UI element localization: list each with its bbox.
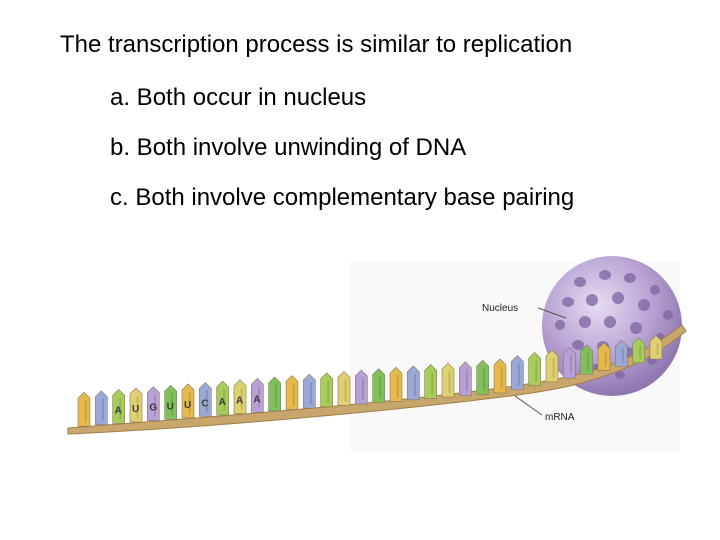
- nucleotide-shade: [414, 374, 416, 396]
- nucleotide-shade: [362, 378, 364, 400]
- base-letter: G: [149, 402, 158, 414]
- nucleotide-shade: [535, 360, 537, 381]
- nucleus: [542, 256, 682, 396]
- bullet-b: b. Both involve unwinding of DNA: [110, 134, 467, 161]
- nucleotide: [355, 370, 367, 404]
- base-letter: U: [184, 399, 192, 411]
- nucleotide: [615, 340, 627, 366]
- nucleotide-shade: [518, 364, 520, 386]
- bullet-c: c. Both involve complementary base pairing: [110, 184, 575, 211]
- nucleotide-shade: [501, 367, 503, 389]
- base-letter: A: [236, 395, 244, 407]
- nucleotide-shade: [622, 348, 624, 362]
- nucleotide: [321, 373, 333, 407]
- nucleotide-shade: [275, 385, 277, 407]
- nucleotide: [546, 350, 558, 382]
- nucleotide-shade: [605, 351, 607, 367]
- nucleotide-shade: [639, 346, 641, 359]
- base-letter: C: [201, 398, 209, 410]
- nucleotide: [338, 371, 350, 405]
- nucleotide-shade: [327, 381, 329, 403]
- nucleotide: [459, 362, 471, 396]
- nucleotide: [390, 367, 402, 401]
- nucleotide: [373, 369, 385, 403]
- nucleotide-shade: [553, 358, 555, 378]
- nucleotide: [563, 348, 575, 379]
- nucleotide: [529, 352, 541, 385]
- base-letter: A: [114, 405, 122, 417]
- base-letter: A: [218, 397, 226, 409]
- base-letter: U: [132, 404, 140, 416]
- nucleotide-shade: [345, 379, 347, 401]
- nucleotide: [269, 377, 281, 411]
- nucleotide: [425, 364, 437, 398]
- nucleotide-shade: [310, 382, 312, 404]
- slide-title: The transcription process is similar to replication: [60, 31, 573, 58]
- nucleotide: [78, 392, 90, 426]
- base-letter: U: [166, 401, 174, 413]
- nucleotide: [95, 391, 107, 425]
- nucleotide: [477, 360, 489, 394]
- nucleotide-shade: [102, 399, 104, 421]
- nucleotide: [442, 363, 454, 397]
- nucleotide-shade: [449, 371, 451, 393]
- nucleotide-shade: [85, 400, 87, 422]
- mrna-figure: [0, 240, 720, 540]
- nucleotide-shade: [466, 370, 468, 392]
- nucleotide: [598, 343, 610, 371]
- nucleotide-shade: [483, 368, 485, 390]
- nucleotide-shade: [587, 353, 589, 370]
- mrna-label: mRNA: [545, 412, 575, 423]
- nucleotide-shade: [570, 356, 572, 375]
- bullet-a: a. Both occur in nucleus: [110, 84, 367, 111]
- nucleotide: [494, 359, 506, 393]
- base-letter: A: [253, 394, 261, 406]
- nucleotide: [303, 374, 315, 408]
- nucleotide: [407, 366, 419, 400]
- nucleotide: [511, 356, 523, 390]
- nucleotide-shade: [431, 372, 433, 394]
- nucleotide-shade: [293, 384, 295, 406]
- nucleotide-shade: [379, 377, 381, 399]
- nucleotide: [581, 345, 593, 374]
- nucleus-label: Nucleus: [482, 303, 519, 314]
- nucleotide-shade: [657, 343, 659, 355]
- nucleotide-shade: [397, 375, 399, 397]
- nucleotide: [286, 376, 298, 410]
